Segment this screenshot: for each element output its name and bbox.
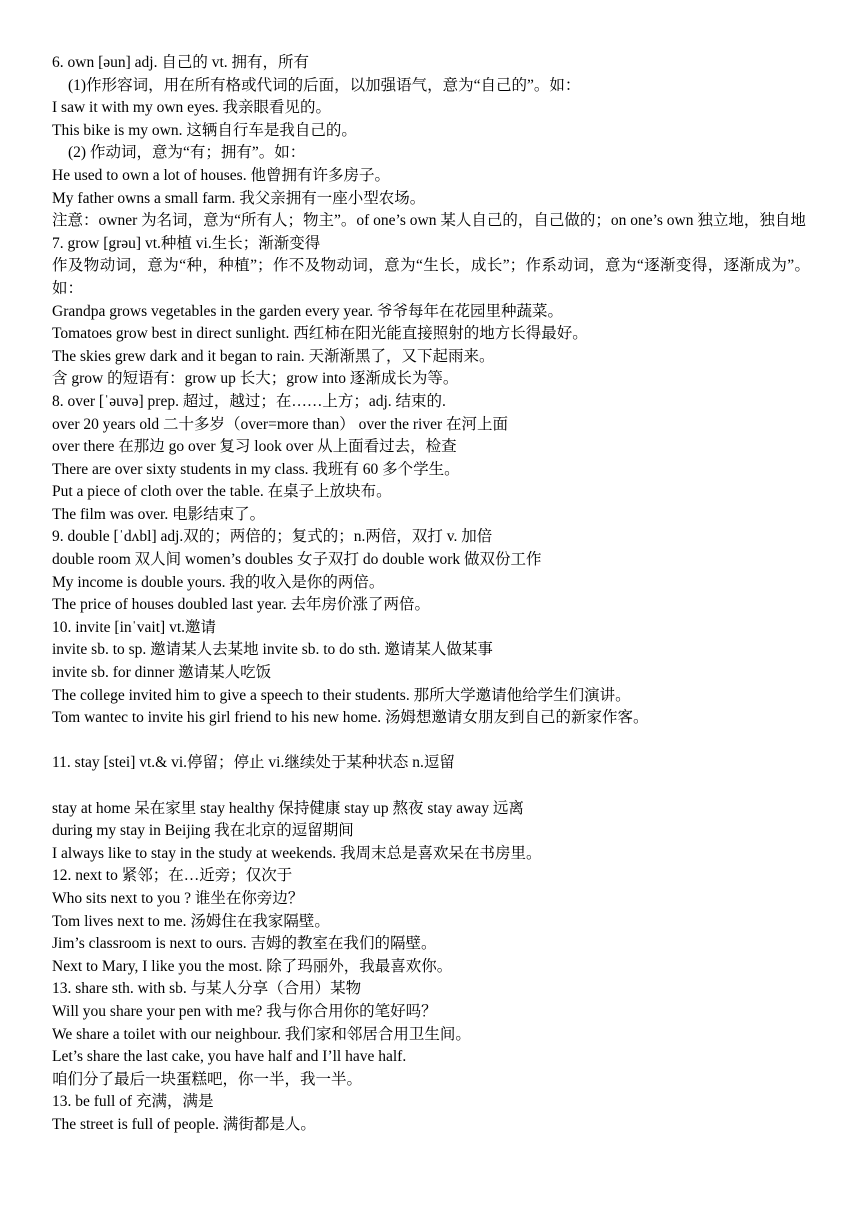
example-sentence: We share a toilet with our neighbour. 我们家和邻居合用卫生间。	[52, 1025, 471, 1043]
example-sentence: Who sits next to you ? 谁坐在你旁边？	[52, 889, 304, 907]
document-body	[52, 52, 810, 1137]
blank-line	[52, 730, 810, 753]
example-sentence: The film was over. 电影结束了。	[52, 505, 266, 523]
note-paragraph: 注意：owner 为名词，意为“所有人；物主”。of one’s own 某人自己的，自己做的；on one’s own 独立地，独自地	[52, 212, 806, 230]
phrase-list: invite sb. for dinner 邀请某人吃饭	[52, 664, 272, 682]
example-sentence: Tom lives next to me. 汤姆住在我家隔壁。	[52, 912, 330, 930]
example-sentence: My income is double yours. 我的收入是你的两倍。	[52, 573, 385, 591]
example-sentence: The price of houses doubled last year. 去年房价涨了两倍。	[52, 596, 430, 614]
usage-note: (2) 作动词，意为“有；拥有”。如：	[68, 144, 306, 162]
example-sentence: Let’s share the last cake, you have half and I’ll have half.	[52, 1048, 407, 1066]
example-sentence: Will you share your pen with me? 我与你合用你的笔好吗？	[52, 1002, 437, 1020]
example-sentence: I saw it with my own eyes. 我亲眼看见的。	[52, 99, 331, 117]
usage-note: (1)作形容词，用在所有格或代词的后面，以加强语气，意为“自己的”。如：	[68, 76, 581, 94]
phrase-list: invite sb. to sp. 邀请某人去某地 invite sb. to do sth. 邀请某人做某事	[52, 641, 493, 659]
phrase-list: 含 grow 的短语有：grow up 长大；grow into 逐渐成长为等。	[52, 370, 459, 388]
example-sentence: The college invited him to give a speech to their students. 那所大学邀请他给学生们演讲。	[52, 686, 631, 704]
example-sentence: I always like to stay in the study at weekends. 我周末总是喜欢呆在书房里。	[52, 844, 542, 862]
phrase-list: over 20 years old 二十多岁（over=more than） over the river 在河上面	[52, 415, 508, 433]
phrase-list: over there 在那边 go over 复习 look over 从上面看过去，检查	[52, 438, 457, 456]
phrase-list: stay at home 呆在家里 stay healthy 保持健康 stay up 熬夜 stay away 远离	[52, 799, 524, 817]
entry-heading-share: 13. share sth. with sb. 与某人分享（合用）某物	[52, 980, 362, 998]
example-sentence: The skies grew dark and it began to rain. 天渐渐黑了，又下起雨来。	[52, 347, 495, 365]
example-sentence: There are over sixty students in my class. 我班有 60 多个学生。	[52, 460, 460, 478]
entry-heading-over: 8. over [ˈəuvə] prep. 超过，越过；在……上方；adj. 结束的.	[52, 392, 446, 410]
blank-line	[52, 775, 810, 798]
entry-heading-next-to: 12. next to 紧邻；在…近旁；仅次于	[52, 867, 293, 885]
example-sentence: Grandpa grows vegetables in the garden every year. 爷爷每年在花园里种蔬菜。	[52, 302, 563, 320]
entry-heading-invite: 10. invite [inˈvait] vt.邀请	[52, 618, 217, 636]
entry-heading-stay: 11. stay [stei] vt.& vi.停留；停止 vi.继续处于某种状态 n.逗留	[52, 754, 455, 772]
entry-heading-own: 6. own [əun] adj. 自己的 vt. 拥有，所有	[52, 54, 310, 71]
example-sentence: My father owns a small farm. 我父亲拥有一座小型农场。	[52, 189, 426, 207]
example-sentence: This bike is my own. 这辆自行车是我自己的。	[52, 121, 357, 139]
example-sentence: He used to own a lot of houses. 他曾拥有许多房子。	[52, 166, 390, 184]
example-sentence: Tomatoes grow best in direct sunlight. 西红柿在阳光能直接照射的地方长得最好。	[52, 325, 588, 343]
usage-note: 作及物动词，意为“种，种植”；作不及物动词，意为“生长，成长”；作系动词，意为“逐渐变得，逐渐成为”。如：	[52, 257, 810, 297]
example-sentence: Next to Mary, I like you the most. 除了玛丽外，我最喜欢你。	[52, 957, 453, 975]
phrase-list: during my stay in Beijing 我在北京的逗留期间	[52, 822, 354, 840]
phrase-list: double room 双人间 women’s doubles 女子双打 do double work 做双份工作	[52, 551, 542, 569]
example-sentence: Tom wantec to invite his girl friend to his new home. 汤姆想邀请女朋友到自己的新家作客。	[52, 709, 649, 727]
entry-heading-double: 9. double [ˈdʌbl] adj.双的；两倍的；复式的；n.两倍，双打 v. 加倍	[52, 528, 493, 546]
entry-heading-be-full-of: 13. be full of 充满，满是	[52, 1093, 214, 1111]
example-translation: 咱们分了最后一块蛋糕吧，你一半，我一半。	[52, 1070, 363, 1088]
entry-heading-grow: 7. grow [grəu] vt.种植 vi.生长；渐渐变得	[52, 234, 321, 252]
example-sentence: Jim’s classroom is next to ours. 吉姆的教室在我们的隔壁。	[52, 935, 437, 953]
example-sentence: The street is full of people. 满街都是人。	[52, 1115, 316, 1133]
example-sentence: Put a piece of cloth over the table. 在桌子上放块布。	[52, 483, 392, 501]
